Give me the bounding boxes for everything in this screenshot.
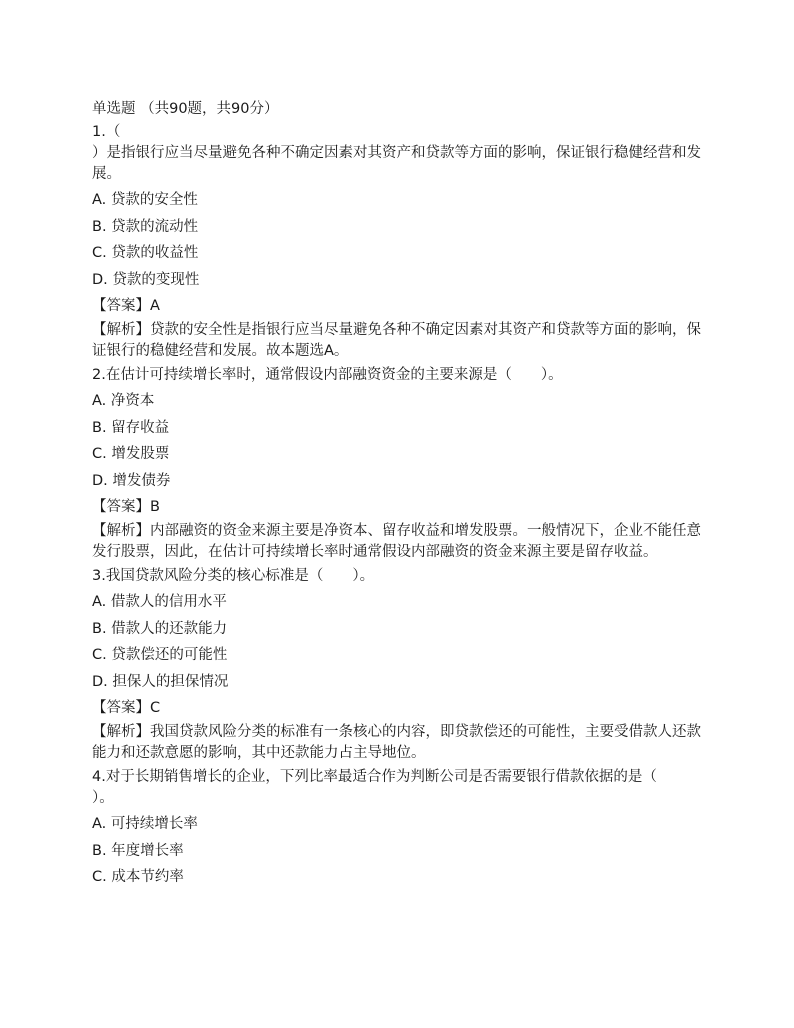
option-d: D. 增发债券 — [92, 472, 171, 489]
answer: 【答案】B — [92, 499, 160, 515]
question-content — [92, 97, 708, 893]
option-a: A. 净资本 — [92, 393, 155, 409]
option-b: B. 年度增长率 — [92, 842, 184, 859]
option-d: D. 贷款的变现性 — [92, 271, 200, 288]
option-c: C. 增发股票 — [92, 446, 170, 462]
question-stem: 3.我国贷款风险分类的核心标准是（ ）。 — [92, 568, 375, 584]
answer: 【答案】A — [92, 298, 160, 314]
option-b: B. 留存收益 — [92, 419, 170, 436]
option-c: C. 贷款的收益性 — [92, 245, 199, 261]
option-a: A. 可持续增长率 — [92, 816, 198, 832]
section-title: 单选题 （共90题，共90分） — [92, 101, 279, 117]
option-c: C. 贷款偿还的可能性 — [92, 647, 228, 663]
option-d: D. 担保人的担保情况 — [92, 673, 229, 690]
option-b: B. 借款人的还款能力 — [92, 620, 228, 637]
answer: 【答案】C — [92, 700, 161, 716]
question-2 — [92, 365, 708, 563]
question-4 — [92, 767, 708, 888]
explanation: 【解析】我国贷款风险分类的标准有一条核心的内容，即贷款偿还的可能性，主要受借款人还款能力和还款意愿的影响，其中还款能力占主导地位。 — [92, 724, 701, 761]
option-c: C. 成本节约率 — [92, 869, 184, 885]
question-3 — [92, 566, 708, 764]
question-stem: 4.对于长期销售增长的企业，下列比率最适合作为判断公司是否需要银行借款依据的是（ ）。 — [92, 769, 657, 806]
option-a: A. 借款人的信用水平 — [92, 594, 227, 610]
explanation: 【解析】贷款的安全性是指银行应当尽量避免各种不确定因素对其资产和贷款等方面的影响，保证银行的稳健经营和发展。故本题选A。 — [92, 322, 701, 359]
option-a: A. 贷款的安全性 — [92, 192, 198, 208]
question-stem: 1.（ ）是指银行应当尽量避免各种不确定因素对其资产和贷款等方面的影响，保证银行稳健经营和发展。 — [92, 124, 701, 182]
explanation: 【解析】内部融资的资金来源主要是净资本、留存收益和增发股票。一般情况下，企业不能任意发行股票，因此，在估计可持续增长率时通常假设内部融资的资金来源主要是留存收益。 — [92, 523, 701, 560]
question-stem: 2.在估计可持续增长率时，通常假设内部融资资金的主要来源是（ ）。 — [92, 367, 563, 383]
option-b: B. 贷款的流动性 — [92, 218, 199, 235]
question-1 — [92, 122, 708, 362]
